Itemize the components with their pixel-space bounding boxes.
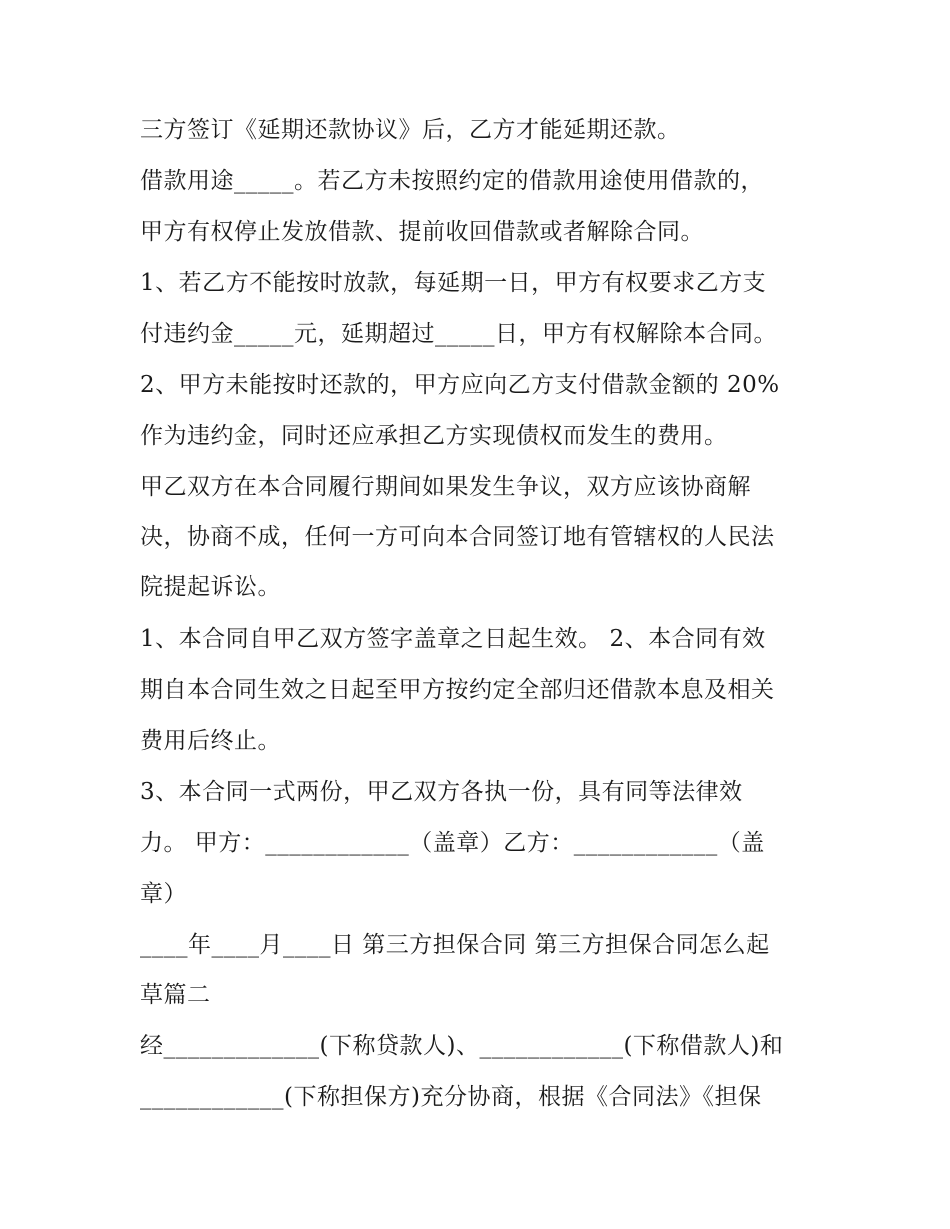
text-line: 经_____________(下称贷款人)、____________(下称借款人)和 [140, 1033, 784, 1059]
text-line: ____年____月____日 第三方担保合同 第三方担保合同怎么起 [140, 932, 770, 958]
text-line: 决，协商不成，任何一方可向本合同签订地有管辖权的人民法 [140, 524, 775, 550]
text-line: 1、若乙方不能按时放款，每延期一日，甲方有权要求乙方支 [140, 270, 767, 296]
text-line: 借款用途_____。若乙方未按照约定的借款用途使用借款的， [140, 168, 764, 194]
text-line: ____________(下称担保方)充分协商，根据《合同法》《担保 [140, 1084, 762, 1110]
text-line: 2、甲方未能按时还款的，甲方应向乙方支付借款金额的 20% [140, 372, 780, 398]
text-line: 甲方有权停止发放借款、提前收回借款或者解除合同。 [140, 219, 704, 245]
text-line: 期自本合同生效之日起至甲方按约定全部归还借款本息及相关 [140, 677, 775, 703]
text-line: 草篇二 [140, 982, 211, 1008]
text-line: 1、本合同自甲乙双方签字盖章之日起生效。 2、本合同有效 [140, 626, 766, 652]
text-line: 三方签订《延期还款协议》后，乙方才能延期还款。 [140, 117, 681, 143]
text-line: 章） [140, 881, 187, 907]
text-line: 作为违约金，同时还应承担乙方实现债权而发生的费用。 [140, 423, 728, 449]
text-line: 3、本合同一式两份，甲乙双方各执一份，具有同等法律效 [140, 779, 743, 805]
text-line: 费用后终止。 [140, 728, 281, 754]
text-line: 院提起诉讼。 [140, 574, 281, 600]
text-line: 付违约金_____元，延期超过_____日，甲方有权解除本合同。 [140, 321, 777, 347]
text-line: 力。 甲方：____________（盖章）乙方：____________（盖 [140, 830, 765, 856]
text-line: 甲乙双方在本合同履行期间如果发生争议，双方应该协商解 [140, 474, 751, 500]
